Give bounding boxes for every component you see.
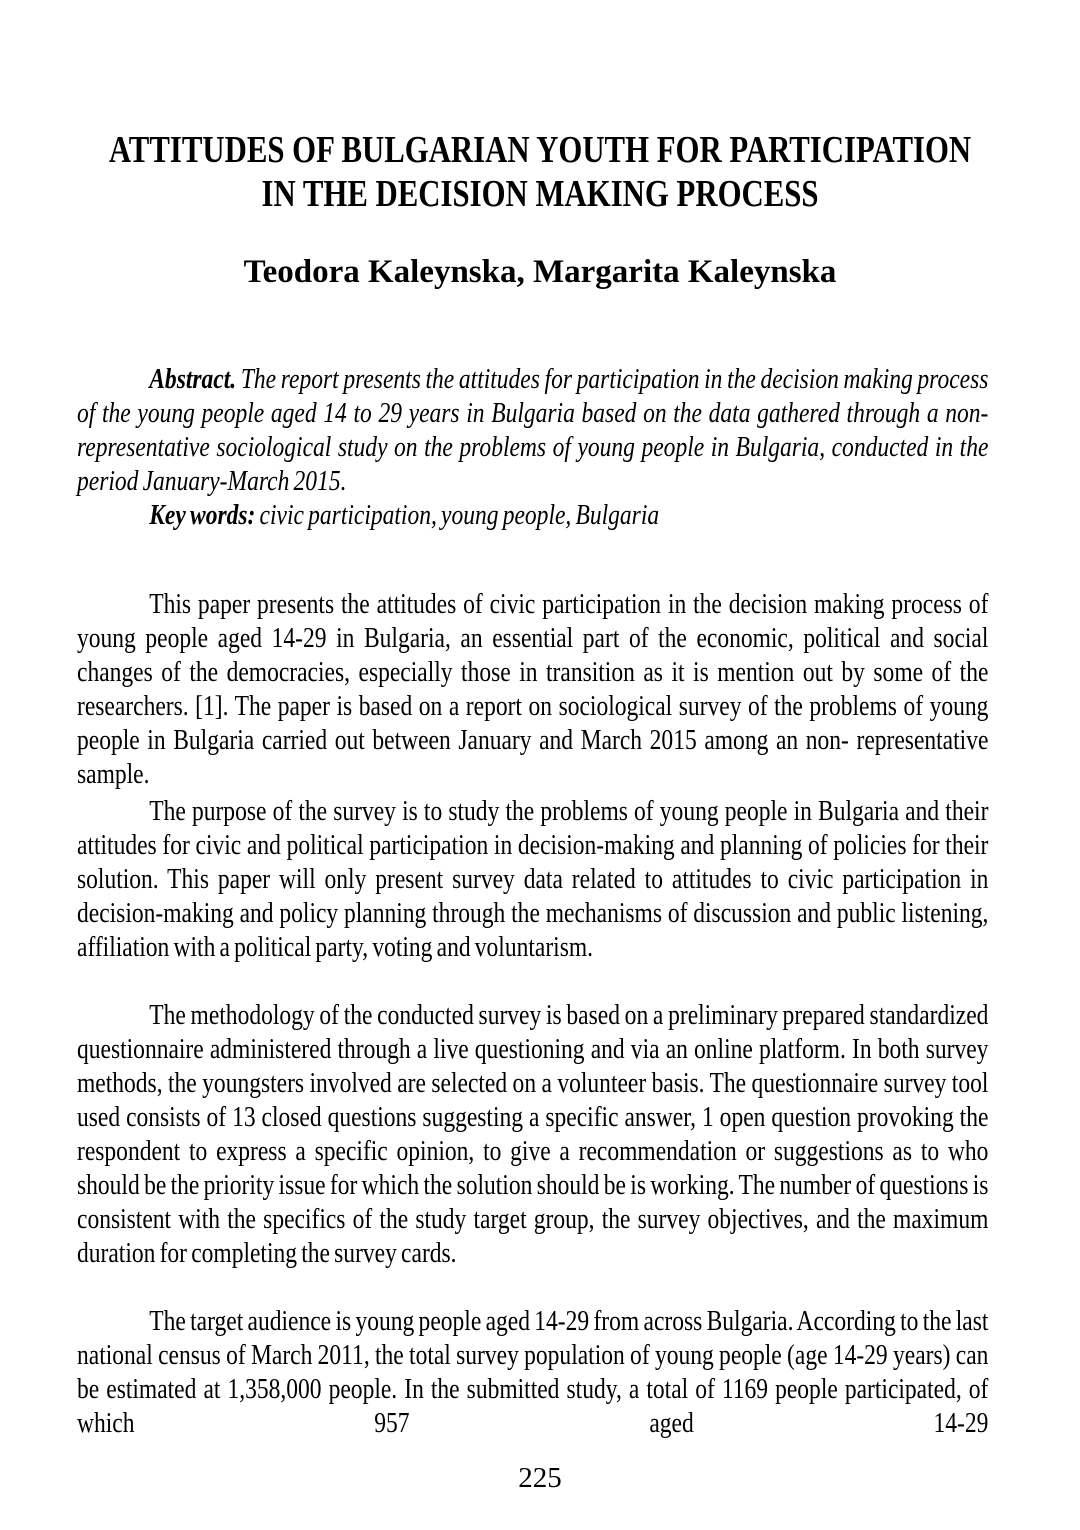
abstract-text: The report presents the attitudes for participation in the decision making process of the young people aged 14 to 29 years in Bulgaria based on the data gathered through a non-representative sociological study on the problems of young people in Bulgaria, conducted in the period January-March 2015. [77, 364, 989, 497]
body-paragraph-1: This paper presents the attitudes of civic participation in the decision making process of young people aged 14-29 in Bulgaria, an essential part of the economic, political and social changes of the democracies, especially those in transition as it is mention out by some of the researchers. [1]. The paper is based on a report on sociological survey of the problems of young people in Bulgaria carried out between January and March 2015 among an non- representative sample. [77, 589, 989, 790]
body-section-4 [77, 1305, 988, 1441]
paper-title [103, 128, 978, 216]
keywords-label: Key words: [149, 500, 256, 531]
paper-authors: Teodora Kaleynska, Margarita Kaleynska [243, 254, 837, 290]
page-number: 225 [518, 1462, 562, 1494]
keywords-paragraph [77, 499, 988, 533]
body-section-1 [77, 588, 988, 792]
abstract-label: Abstract. [149, 364, 237, 395]
body-section-3 [77, 999, 988, 1271]
body-paragraph-3: The methodology of the conducted survey is based on a preliminary prepared standardized questionnaire administered through a live questioning and via an online platform. In both survey methods, the youngsters involved are selected on a volunteer basis. The questionnaire survey tool used consists of 13 closed questions suggesting a specific answer, 1 open question provoking the respondent to express a specific opinion, to give a recommendation or suggestions as to who should be the priority issue for which the solution should be is working. The number of questions is consistent with the specifics of the study target group, the survey objectives, and the maximum duration for completing the survey cards. [77, 1000, 989, 1269]
paper-title-line-1: ATTITUDES OF BULGARIAN YOUTH FOR PARTICIPATION [108, 129, 972, 171]
abstract-section [77, 363, 988, 533]
body-paragraph-2: The purpose of the survey is to study the problems of young people in Bulgaria and their attitudes for civic and political participation in decision-making and planning of policies for their solution. This paper will only present survey data related to attitudes to civic participation in decision-making and policy planning through the mechanisms of discussion and public listening, affiliation with a political party, voting and voluntarism. [77, 796, 989, 963]
body-section-2 [77, 795, 988, 965]
abstract-paragraph [77, 363, 988, 499]
body-paragraph-4: The target audience is young people aged 14-29 from across Bulgaria. According to the last national census of March 2011, the total survey population of young people (age 14-29 years) can be estimated at 1,358,000 people. In the submitted study, a total of 1169 people participated, of which 957 aged 14-29 [77, 1306, 989, 1439]
keywords-text: civic participation, young people, Bulgaria [259, 500, 660, 531]
paper-title-line-2: IN THE DECISION MAKING PROCESS [261, 173, 819, 215]
